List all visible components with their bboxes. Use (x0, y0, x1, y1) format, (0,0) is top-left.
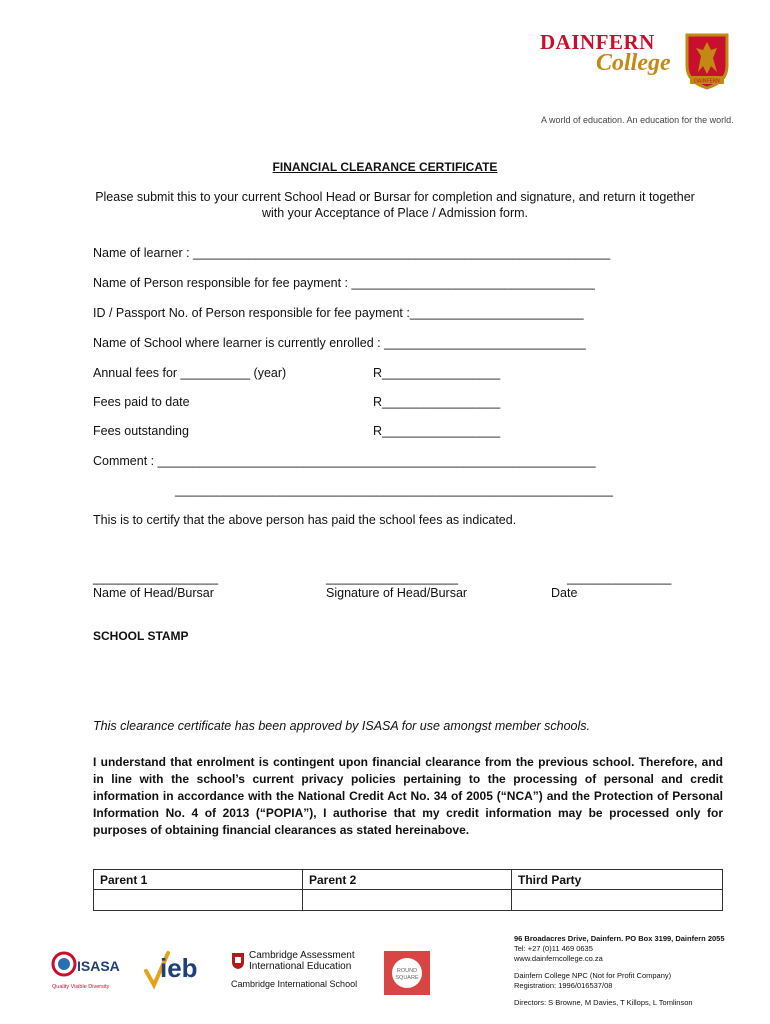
fees-outstanding-label: Fees outstanding (93, 424, 189, 438)
isasa-logo-icon (50, 944, 132, 994)
ieb-text: ieb (160, 953, 198, 983)
footer-tel: Tel: +27 (0)11 469 0635 (514, 944, 593, 953)
date-label: Date (551, 586, 578, 600)
consent-statement: I understand that enrolment is contingent upon financial clearance from the previous school. Therefore, and in line with the school’s current privacy policies pertaining to the processing of personal and credit information in accordance with the National Credit Act No. 34 of 2005 (“NCA”) and the Protection of Personal Information No. 4 of 2013 (“POPIA”), I authorise that my credit information may be processed only for purposes of obtaining financial clearances as stated hereinabove. (93, 755, 723, 837)
signature-label: Signature of Head/Bursar (326, 586, 468, 600)
cambridge-line-3: Cambridge International School (231, 979, 358, 989)
footer-address: 96 Broadacres Drive, Dainfern. PO Box 3199, Dainfern 2055 (514, 934, 725, 943)
comment-field-line-1[interactable]: Comment : _______________________________________________________________ (93, 454, 596, 468)
parent-2-cell[interactable] (303, 890, 512, 911)
id-passport-field[interactable]: ID / Passport No. of Person responsible for fee payment :_________________________ (93, 306, 584, 320)
footer-contact (514, 934, 725, 1008)
footer-npc: Dainfern College NPC (Not for Profit Company) (514, 971, 672, 980)
parent-2-header: Parent 2 (303, 870, 512, 890)
footer-directors: Directors: S Browne, M Davies, T Killops, L Tomlinson (514, 998, 693, 1007)
isasa-subtext: Quality Visible Diversity (52, 984, 110, 990)
cambridge-line-2: International Education (249, 961, 352, 972)
annual-fees-value[interactable]: R_________________ (373, 366, 501, 380)
cambridge-line-1: Cambridge Assessment (249, 950, 355, 961)
current-school-field[interactable]: Name of School where learner is currently enrolled : _____________________________ (93, 336, 586, 350)
brand-script: College (596, 50, 671, 76)
parties-signature-table (93, 869, 723, 911)
responsible-person-field[interactable]: Name of Person responsible for fee payment : ___________________________________ (93, 276, 595, 290)
comment-field-line-2[interactable]: _______________________________________________________________ (175, 483, 613, 497)
tagline: A world of education. An education for the world. (541, 115, 734, 125)
square-text: SQUARE (395, 975, 419, 981)
head-name-label: Name of Head/Bursar (93, 586, 214, 600)
footer-web[interactable]: www.dainferncollege.co.za (514, 954, 603, 963)
parent-1-cell[interactable] (94, 890, 303, 911)
isasa-text: ISASA (77, 958, 120, 974)
cambridge-shield-icon (231, 952, 245, 970)
fees-paid-label: Fees paid to date (93, 395, 190, 409)
footer-registration: Registration: 1996/016537/08 (514, 981, 613, 990)
parent-1-header: Parent 1 (94, 870, 303, 890)
third-party-cell[interactable] (512, 890, 723, 911)
isasa-approval-note: This clearance certificate has been approved by ISASA for use amongst member schools. (93, 719, 591, 733)
college-crest-icon (684, 32, 730, 90)
learner-name-field[interactable]: Name of learner : ____________________________________________________________ (93, 246, 611, 260)
third-party-header: Third Party (512, 870, 723, 890)
fees-paid-value[interactable]: R_________________ (373, 395, 501, 409)
round-text: ROUND (396, 968, 418, 974)
annual-fees-label[interactable]: Annual fees for __________ (year) (93, 366, 287, 380)
head-name-line[interactable]: __________________ (93, 571, 219, 585)
crest-text: DAINFERN (694, 78, 720, 85)
page-title: FINANCIAL CLEARANCE CERTIFICATE (272, 160, 498, 174)
school-stamp-heading: SCHOOL STAMP (93, 629, 189, 643)
certify-statement: This is to certify that the above person has paid the school fees as indicated. (93, 513, 517, 527)
date-line[interactable]: _______________ (567, 571, 672, 585)
brand-name: DAINFERN (540, 30, 655, 54)
instruction-text: Please submit this to your current School Head or Bursar for completion and signature, and return it together with your Acceptance of Place / Admission form. (95, 190, 695, 220)
fees-outstanding-value[interactable]: R_________________ (373, 424, 501, 438)
ieb-logo-icon (142, 945, 217, 995)
signature-line[interactable]: ___________________ (326, 571, 459, 585)
round-square-logo-icon (384, 951, 430, 995)
